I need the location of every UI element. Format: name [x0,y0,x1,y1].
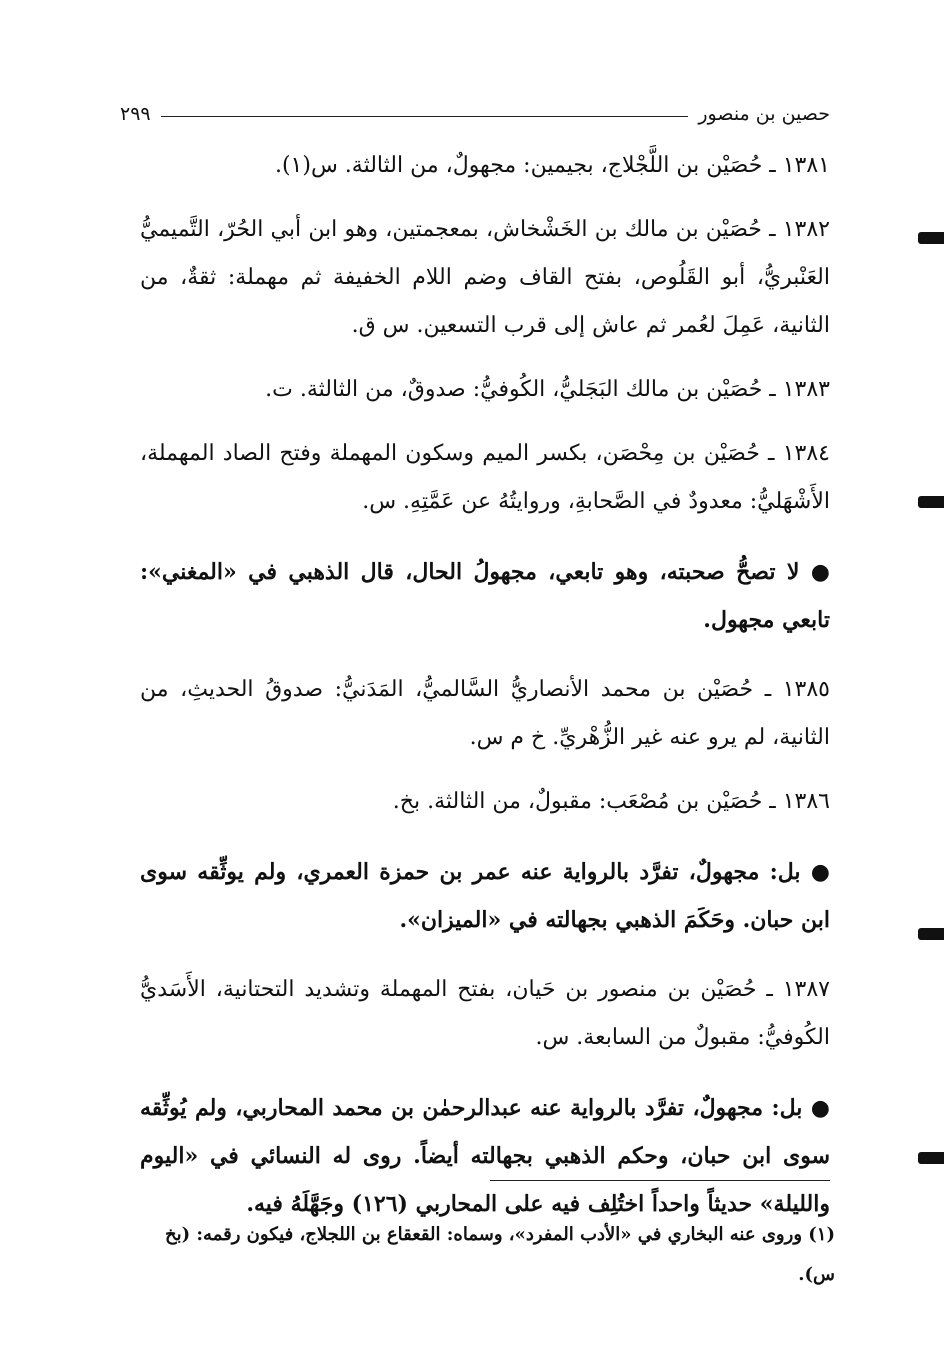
header-rule [161,116,689,117]
page-edge-mark [918,1152,944,1164]
running-title: حصين بن منصور [698,103,830,125]
page-edge-mark [918,232,944,244]
note-1386 [140,848,830,944]
entry-1383 [140,366,830,414]
footnote-text: (١) وروى عنه البخاري في «الأدب المفرد»، وسماه: القعقاع بن اللجلاج، فيكون رقمه: (بخ س). [165,1224,835,1285]
entry-text: ١٣٨١ ـ حُصَيْن بن اللَّجْلاج، بجيمين: مجهولٌ، من الثالثة. س(١). [274,153,830,178]
note-1387 [140,1084,830,1228]
entry-text: ١٣٨٢ ـ حُصَيْن بن مالك بن الخَشْخاش، بمعجمتين، وهو ابن أبي الحُرّ، التَّميميُّ العَنْبريُّ، أبو القَلُوص، بفتح القاف وضم اللام الخفيفة ثم مهملة: ثقةٌ، من الثانية، عَمِلَ لعُمر ثم عاش إلى قرب التسعين. س ق. [140,217,830,338]
entry-text: ١٣٨٥ ـ حُصَيْن بن محمد الأنصاريُّ السَّالميُّ، المَدَنيُّ: صدوقُ الحديثِ، من الثانية، لم يرو عنه غير الزُّهْريِّ. خ م س. [140,677,830,750]
note-text: ● لا تصحُّ صحبته، وهو تابعي، مجهولُ الحال، قال الذهبي في «المغني»: تابعي مجهول. [140,559,830,633]
entry-text: ١٣٨٣ ـ حُصَيْن بن مالك البَجَليُّ، الكُوفيُّ: صدوقٌ، من الثالثة. ت. [265,377,830,402]
note-1384 [140,548,830,644]
footnote-rule [490,1180,830,1181]
main-text [140,142,830,1250]
entry-1387 [140,966,830,1062]
entry-1382 [140,206,830,350]
page-number: ٢٩٩ [120,103,151,125]
entry-1381 [140,142,830,190]
page-edge-mark [918,928,944,940]
page-edge-mark [918,496,944,508]
entry-text: ١٣٨٤ ـ حُصَيْن بن مِحْصَن، بكسر الميم وسكون المهملة وفتح الصاد المهملة، الأَشْهَليُّ: معدودٌ في الصَّحابةِ، وروايتُهُ عن عَمَّتِهِ. س. [140,441,830,514]
note-text: ● بل: مجهولٌ، تفرَّد بالرواية عنه عمر بن حمزة العمري، ولم يوثِّقه سوى ابن حبان. وحَكَمَ الذهبي بجهالته في «الميزان». [140,859,830,933]
entry-1385 [140,666,830,762]
entry-text: ١٣٨٧ ـ حُصَيْن بن منصور بن حَيان، بفتح المهملة وتشديد التحتانية، الأَسَديُّ الكُوفيُّ: مقبولٌ من السابعة. س. [140,977,830,1050]
entry-text: ١٣٨٦ ـ حُصَيْن بن مُصْعَب: مقبولٌ، من الثالثة. بخ. [392,789,830,814]
entry-1384 [140,430,830,526]
page-header [120,96,830,132]
note-text: ● بل: مجهولٌ، تفرَّد بالرواية عنه عبدالرحمٰن بن محمد المحاربي، ولم يُوثِّقه سوى ابن حبان، وحكم الذهبي بجهالته أيضاً. روى له النسائي في «اليوم والليلة» حديثاً واحداً اختُلِف فيه على المحاربي (١٢٦) وجَهَّلَهُ فيه. [140,1095,830,1217]
entry-1386 [140,778,830,826]
footnote [140,1215,835,1295]
